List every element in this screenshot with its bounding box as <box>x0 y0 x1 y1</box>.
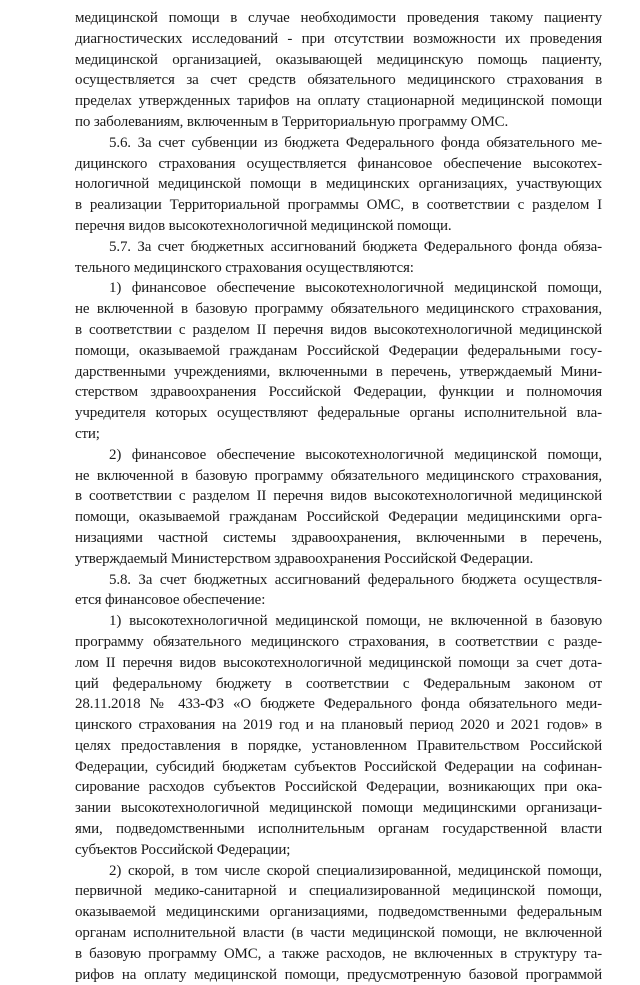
text-line: низациями частной системы здравоохранения, включенными в перечень, <box>75 529 602 546</box>
text-line: 2) финансовое обеспечение высокотехнологичной медицинской помощи, <box>109 446 602 463</box>
text-line: ется финансовое обеспечение: <box>75 592 266 609</box>
text-line: дицинского страхования осуществляется финансовое обеспечение высокотех- <box>75 155 602 172</box>
text-line: первичной медико-санитарной и специализированной медицинской помощи, <box>75 883 602 900</box>
text-line: 28.11.2018 № 433-ФЗ «О бюджете Федерального фонда обязательного меди- <box>75 696 602 713</box>
text-line: рифов на оплату медицинской помощи, предусмотренную базовой программой <box>75 966 602 983</box>
text-line: по заболеваниям, включенным в Территориальную программу ОМС. <box>75 113 509 130</box>
text-line: в реализации Территориальной программы ОМС, в соответствии с разделом I <box>75 197 602 214</box>
text-line: целях предоставления в порядке, установленном Правительством Российской <box>75 737 602 754</box>
text-line: 1) финансовое обеспечение высокотехнологичной медицинской помощи, <box>109 280 602 297</box>
text-line: дарственными учреждениями, включенными в перечень, утверждаемый Мини- <box>75 363 602 380</box>
text-line: зании высокотехнологичной медицинской помощи медицинскими организаци- <box>75 800 602 817</box>
text-line: не включенной в базовую программу обязательного медицинского страхования, <box>75 301 602 318</box>
text-line: перечня видов высокотехнологичной медицинской помощи. <box>75 217 452 234</box>
text-line: ций федеральному бюджету в соответствии с Федеральным законом от <box>75 675 602 692</box>
text-line: оказываемой медицинскими организациями, подведомственными федеральным <box>75 904 602 921</box>
text-line: утверждаемый Министерством здравоохранения Российской Федерации. <box>75 550 534 567</box>
text-line: субъектов Российской Федерации; <box>75 841 291 858</box>
text-line: ями, подведомственными исполнительным органам государственной власти <box>75 821 602 838</box>
text-line: учредителя которых осуществляют федеральные органы исполнительной вла- <box>75 405 602 422</box>
text-line: стерством здравоохранения Российской Федерации, функции и полномочия <box>75 384 602 401</box>
text-line: лом II перечня видов высокотехнологичной медицинской помощи за счет дота- <box>75 654 602 671</box>
text-line: 1) высокотехнологичной медицинской помощи, не включенной в базовую <box>109 613 602 630</box>
text-line: помощи, оказываемой гражданам Российской Федерации медицинскими орга- <box>75 509 602 526</box>
text-line: тельного медицинского страхования осуществляются: <box>75 259 414 276</box>
text-line: сирование расходов субъектов Российской Федерации, возникающих при ока- <box>75 779 602 796</box>
text-line: осуществляется за счет средств обязательного медицинского страхования в <box>75 72 602 89</box>
text-line: нологичной медицинской помощи в медицинских организациях, участвующих <box>75 176 602 193</box>
text-line: помощи, оказываемой гражданам Российской Федерации федеральными госу- <box>75 342 602 359</box>
text-line: в соответствии с разделом II перечня видов высокотехнологичной медицинской <box>75 321 602 338</box>
text-line: сти; <box>75 425 100 442</box>
text-line: медицинской организацией, оказывающей медицинскую помощь пациенту, <box>75 51 602 68</box>
text-line: 5.8. За счет бюджетных ассигнований федерального бюджета осуществля- <box>109 571 602 588</box>
text-line: органам исполнительной власти (в части медицинской помощи, не включенной <box>75 925 602 942</box>
text-line: диагностических исследований - при отсутствии возможности их проведения <box>75 30 602 47</box>
text-line: в соответствии с разделом II перечня видов высокотехнологичной медицинской <box>75 488 602 505</box>
text-line: пределах утвержденных тарифов на оплату стационарной медицинской помощи <box>75 93 602 110</box>
text-line: не включенной в базовую программу обязательного медицинского страхования, <box>75 467 602 484</box>
text-line: цинского страхования на 2019 год и на плановый период 2020 и 2021 годов» в <box>75 717 602 734</box>
text-line: 5.7. За счет бюджетных ассигнований бюджета Федерального фонда обяза- <box>109 238 602 255</box>
text-line: 5.6. За счет субвенции из бюджета Федерального фонда обязательного ме- <box>109 134 602 151</box>
text-line: Федерации, субсидий бюджетам субъектов Российской Федерации на софинан- <box>75 758 602 775</box>
text-line: медицинской помощи в случае необходимости проведения такому пациенту <box>75 10 602 26</box>
text-line: в базовую программу ОМС, а также расходов, не включенных в структуру та- <box>75 945 602 962</box>
text-line: 2) скорой, в том числе скорой специализированной, медицинской помощи, <box>109 862 602 879</box>
text-line: программу обязательного медицинского страхования, в соответствии с разде- <box>75 633 602 650</box>
